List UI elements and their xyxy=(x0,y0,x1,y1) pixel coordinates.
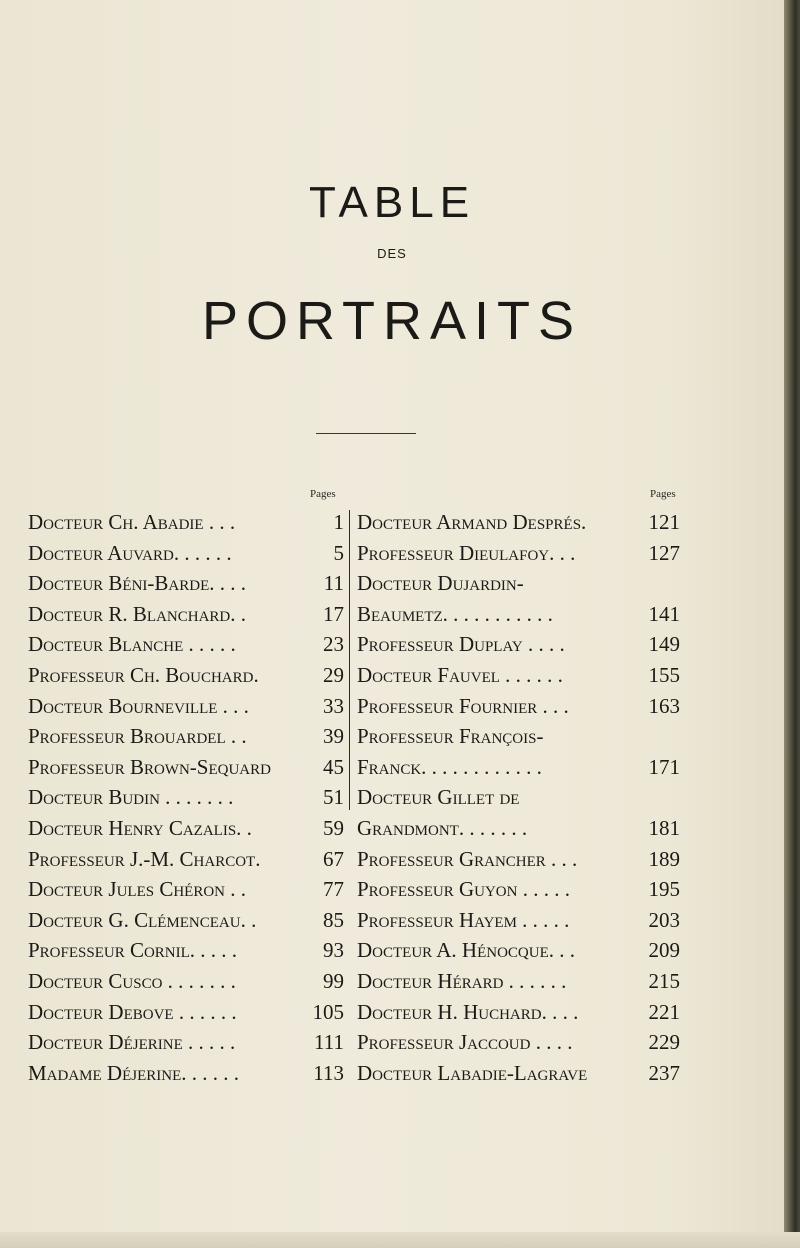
entry-name: Professeur Grancher . . . xyxy=(357,846,578,871)
toc-entry xyxy=(357,969,680,1000)
entry-name: Docteur H. Huchard. . . . xyxy=(357,999,579,1024)
toc-entry xyxy=(28,816,344,847)
toc-entry xyxy=(28,541,344,572)
entry-page-number: 113 xyxy=(313,1060,344,1085)
entry-page-number: 203 xyxy=(648,907,680,932)
entry-page-number: 237 xyxy=(648,1060,680,1085)
entry-name: Docteur Gillet de xyxy=(357,785,520,810)
entry-name: Docteur Budin . . . . . . . xyxy=(28,785,234,810)
toc-entry xyxy=(28,847,344,878)
left-pages-header: Pages xyxy=(310,488,336,500)
entry-page-number: 163 xyxy=(648,693,680,718)
entry-name: Docteur Bourneville . . . xyxy=(28,693,249,718)
entry-page-number: 59 xyxy=(323,815,344,840)
toc-entry xyxy=(28,755,344,786)
entry-page-number: 221 xyxy=(648,999,680,1024)
toc-entry xyxy=(28,632,344,663)
entry-name: Docteur G. Clémenceau. . xyxy=(28,907,257,932)
toc-entry xyxy=(357,602,680,633)
entry-page-number: 155 xyxy=(648,662,680,687)
page-bottom-edge xyxy=(0,1232,800,1248)
entry-name: Docteur Armand Després. xyxy=(357,510,587,534)
entry-page-number: 99 xyxy=(323,968,344,993)
entry-name: Docteur Auvard. . . . . . xyxy=(28,540,232,565)
toc-entry xyxy=(28,908,344,939)
entry-page-number: 85 xyxy=(323,907,344,932)
entry-page-number: 209 xyxy=(648,938,680,963)
entry-name: Docteur Jules Chéron . . xyxy=(28,877,247,902)
entry-page-number: 141 xyxy=(648,601,680,626)
toc-entry xyxy=(357,663,680,694)
entry-page-number: 111 xyxy=(314,1030,344,1055)
toc-entry xyxy=(357,571,680,602)
page-subtitle: DES xyxy=(377,246,407,261)
right-pages-header: Pages xyxy=(650,488,676,500)
page-heading: PORTRAITS xyxy=(201,291,583,351)
toc-entry xyxy=(28,969,344,1000)
entry-page-number: 127 xyxy=(648,540,680,565)
entry-name: Docteur Blanche . . . . . xyxy=(28,632,236,657)
entry-page-number: 1 xyxy=(333,510,344,534)
entry-page-number: 23 xyxy=(323,632,344,657)
entry-page-number: 5 xyxy=(333,540,344,565)
entry-page-number: 93 xyxy=(323,938,344,963)
toc-entry xyxy=(28,571,344,602)
toc-entry xyxy=(28,1030,344,1061)
toc-entry xyxy=(357,938,680,969)
toc-entry xyxy=(357,1061,680,1092)
toc-entry xyxy=(357,847,680,878)
toc-entry xyxy=(28,938,344,969)
entry-name: Docteur Labadie-Lagrave xyxy=(357,1060,588,1085)
toc-entry xyxy=(357,816,680,847)
binding-edge xyxy=(784,0,800,1248)
entry-name: Docteur Déjerine . . . . . xyxy=(28,1030,236,1055)
entry-name: Docteur Béni-Barde. . . . xyxy=(28,571,246,596)
toc-entry xyxy=(357,1030,680,1061)
entry-name: Professeur Ch. Bouchard. xyxy=(28,662,259,687)
entry-page-number: 77 xyxy=(323,877,344,902)
toc-entry xyxy=(28,1000,344,1031)
toc-entry xyxy=(28,694,344,725)
entry-name: Docteur Henry Cazalis. . xyxy=(28,815,252,840)
entry-page-number: 51 xyxy=(323,785,344,810)
toc-entry xyxy=(357,877,680,908)
entry-page-number: 215 xyxy=(648,968,680,993)
entry-page-number: 17 xyxy=(323,601,344,626)
entry-name: Professeur Duplay . . . . xyxy=(357,632,565,657)
entry-name: Beaumetz. . . . . . . . . . . xyxy=(357,601,553,626)
toc-entry xyxy=(28,785,344,816)
divider-rule xyxy=(316,433,416,434)
page-title: TABLE xyxy=(308,178,476,227)
entry-page-number: 39 xyxy=(323,724,344,749)
entry-name: Professeur Jaccoud . . . . xyxy=(357,1030,573,1055)
entry-page-number: 67 xyxy=(323,846,344,871)
entry-page-number: 181 xyxy=(648,815,680,840)
toc-entry xyxy=(28,663,344,694)
column-divider xyxy=(349,510,350,810)
entry-name: Docteur R. Blanchard. . xyxy=(28,601,247,626)
entry-name: Professeur Guyon . . . . . xyxy=(357,877,570,902)
right-column xyxy=(357,510,680,1091)
entry-page-number: 195 xyxy=(648,877,680,902)
entry-page-number: 121 xyxy=(648,510,680,534)
entry-page-number: 189 xyxy=(648,846,680,871)
toc-entry xyxy=(357,785,680,816)
entry-page-number: 171 xyxy=(648,754,680,779)
entry-name: Professeur Hayem . . . . . xyxy=(357,907,570,932)
entry-name: Professeur Cornil. . . . . xyxy=(28,938,238,963)
entry-page-number: 149 xyxy=(648,632,680,657)
entry-name: Grandmont. . . . . . . xyxy=(357,815,528,840)
toc-entry xyxy=(28,724,344,755)
entry-name: Franck. . . . . . . . . . . . xyxy=(357,754,542,779)
entry-name: Professeur François- xyxy=(357,724,544,749)
toc-entry xyxy=(357,541,680,572)
toc-entry xyxy=(357,755,680,786)
toc-entry xyxy=(28,510,344,541)
entry-page-number: 45 xyxy=(323,754,344,779)
entry-name: Docteur Cusco . . . . . . . xyxy=(28,968,236,993)
entry-name: Docteur Fauvel . . . . . . xyxy=(357,662,563,687)
toc-entry xyxy=(357,694,680,725)
left-column xyxy=(28,510,344,1091)
entry-page-number: 11 xyxy=(323,571,344,596)
entry-name: Docteur A. Hénocque. . . xyxy=(357,938,575,963)
entry-name: Professeur Brown-Sequard xyxy=(28,754,271,779)
entry-page-number: 33 xyxy=(323,693,344,718)
entry-name: Docteur Hérard . . . . . . xyxy=(357,968,567,993)
entry-name: Professeur J.-M. Charcot. xyxy=(28,846,261,871)
toc-entry xyxy=(28,602,344,633)
entry-name: Professeur Fournier . . . xyxy=(357,693,569,718)
entry-name: Docteur Ch. Abadie . . . xyxy=(28,510,236,534)
entry-name: Docteur Dujardin- xyxy=(357,571,524,596)
toc-entry xyxy=(357,632,680,663)
toc-entry xyxy=(357,1000,680,1031)
entry-page-number: 29 xyxy=(323,662,344,687)
toc-entry xyxy=(28,1061,344,1092)
toc-entry xyxy=(357,908,680,939)
entry-name: Docteur Debove . . . . . . xyxy=(28,999,237,1024)
toc-entry xyxy=(357,724,680,755)
entry-name: Professeur Brouardel . . xyxy=(28,724,247,749)
entry-name: Professeur Dieulafoy. . . xyxy=(357,540,576,565)
toc-entry xyxy=(28,877,344,908)
toc-entry xyxy=(357,510,680,541)
entry-name: Madame Déjerine. . . . . . xyxy=(28,1060,239,1085)
entry-page-number: 229 xyxy=(648,1030,680,1055)
entry-page-number: 105 xyxy=(312,999,344,1024)
